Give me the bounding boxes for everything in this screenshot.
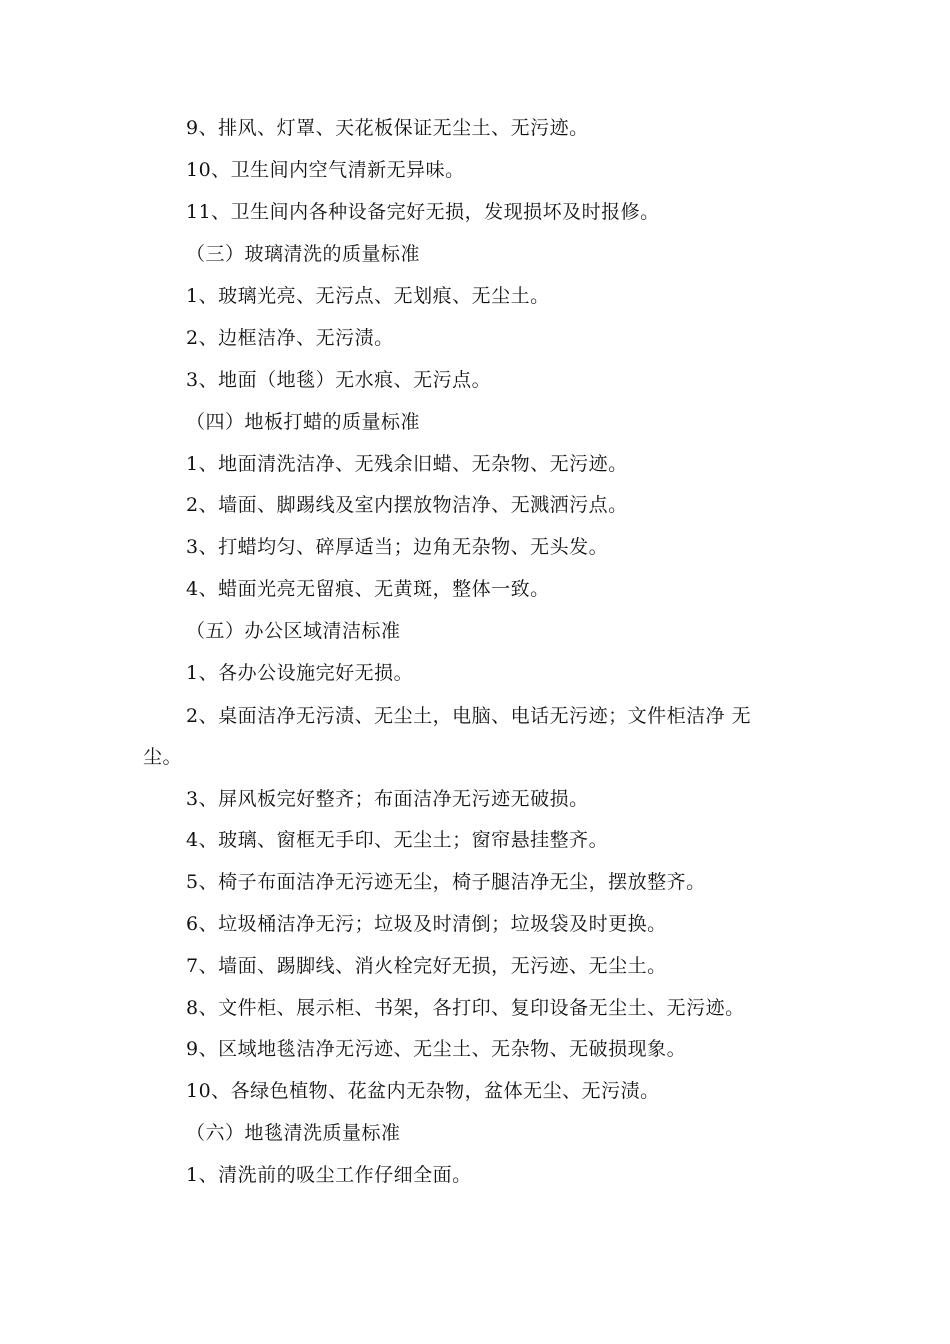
- text-line: 2、边框洁净、无污渍。: [186, 327, 394, 349]
- text-line: 11、卫生间内各种设备完好无损，发现损坏及时报修。: [186, 201, 660, 223]
- text-line: 1、各办公设施完好无损。: [186, 662, 414, 684]
- text-line: 2、桌面洁净无污渍、无尘土，电脑、电话无污迹；文件柜洁净 无: [186, 705, 752, 727]
- text-line: 1、玻璃光亮、无污点、无划痕、无尘土。: [186, 285, 550, 307]
- text-line: 1、清洗前的吸尘工作仔细全面。: [186, 1164, 472, 1186]
- text-line: 3、屏风板完好整齐；布面洁净无污迹无破损。: [186, 788, 589, 810]
- text-line: 4、蜡面光亮无留痕、无黄斑，整体一致。: [186, 578, 550, 600]
- text-line: 9、排风、灯罩、天花板保证无尘土、无污迹。: [186, 117, 589, 139]
- text-line: 2、墙面、脚踢线及室内摆放物洁净、无溅洒污点。: [186, 494, 628, 516]
- text-line: 6、垃圾桶洁净无污；垃圾及时清倒；垃圾袋及时更换。: [186, 913, 667, 935]
- section-heading: （三）玻璃清洗的质量标准: [186, 243, 421, 265]
- text-line: 1、地面清洗洁净、无残余旧蜡、无杂物、无污迹。: [186, 453, 628, 475]
- text-line: 7、墙面、踢脚线、消火栓完好无损，无污迹、无尘土。: [186, 955, 667, 977]
- text-line-continuation: 尘。: [143, 746, 183, 768]
- text-line: 9、区域地毯洁净无污迹、无尘土、无杂物、无破损现象。: [186, 1038, 687, 1060]
- section-heading: （六）地毯清洗质量标准: [186, 1122, 401, 1144]
- text-line: 10、卫生间内空气清新无异味。: [186, 159, 465, 181]
- section-heading: （五）办公区域清洁标准: [186, 620, 401, 642]
- text-line: 5、椅子布面洁净无污迹无尘，椅子腿洁净无尘，摆放整齐。: [186, 871, 706, 893]
- text-line: 4、玻璃、窗框无手印、无尘土；窗帘悬挂整齐。: [186, 829, 609, 851]
- text-line: 3、打蜡均匀、碎厚适当；边角无杂物、无头发。: [186, 536, 609, 558]
- section-heading: （四）地板打蜡的质量标准: [186, 411, 421, 433]
- text-line: 3、地面（地毯）无水痕、无污点。: [186, 369, 492, 391]
- text-line: 8、文件柜、展示柜、书架，各打印、复印设备无尘土、无污迹。: [186, 997, 745, 1019]
- text-line: 10、各绿色植物、花盆内无杂物，盆体无尘、无污渍。: [186, 1080, 660, 1102]
